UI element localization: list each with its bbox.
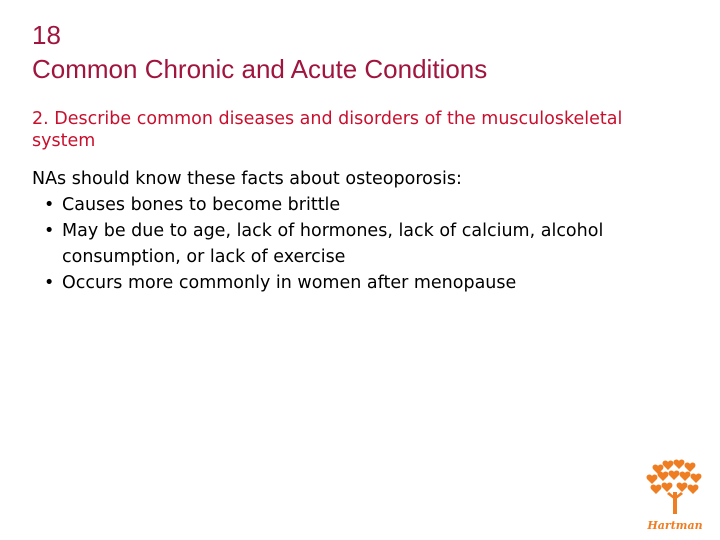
bullet-list xyxy=(32,192,702,296)
chapter-title: Common Chronic and Acute Conditions xyxy=(32,54,488,84)
bullet-item xyxy=(32,270,702,296)
hartman-logo xyxy=(644,456,706,534)
bullet-text: Occurs more commonly in women after menopause xyxy=(62,273,517,293)
bullet-icon: • xyxy=(44,273,55,293)
bullet-text: Causes bones to become brittle xyxy=(62,195,341,215)
slide-body xyxy=(32,166,702,296)
bullet-text: May be due to age, lack of hormones, lack of calcium, alcohol consumption, or lack of exercise xyxy=(62,221,604,267)
chapter-number: 18 xyxy=(32,20,61,50)
bullet-item xyxy=(32,218,702,270)
section-heading: 2. Describe common diseases and disorders of the musculoskeletal system xyxy=(32,109,623,151)
bullet-icon: • xyxy=(44,221,55,241)
heart-tree-icon xyxy=(647,460,702,514)
bullet-item xyxy=(32,192,702,218)
intro-text: NAs should know these facts about osteoporosis: xyxy=(32,169,462,189)
chapter-header xyxy=(32,18,487,86)
logo-text: Hartman xyxy=(647,519,703,532)
bullet-icon: • xyxy=(44,195,55,215)
